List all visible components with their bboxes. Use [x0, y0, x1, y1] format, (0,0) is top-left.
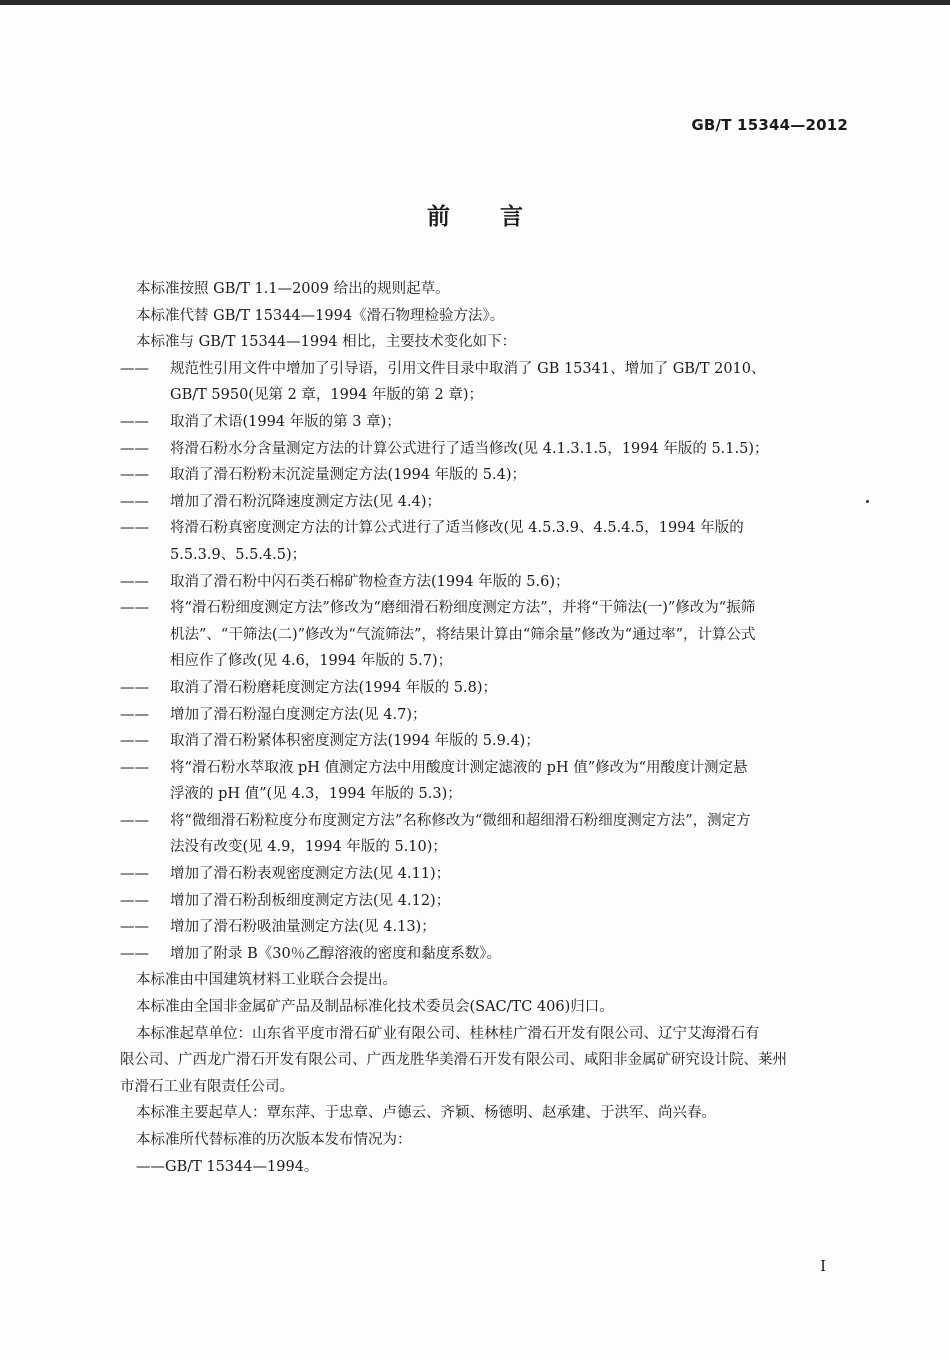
- change-list-item: [120, 515, 850, 568]
- change-list-item-text: [170, 808, 850, 861]
- change-list-item: [120, 888, 850, 915]
- item-line: 机法”、“干筛法(二)”修改为“气流筛法”，将结果计算由“筛余量”修改为“通过率”，计算公式: [170, 626, 756, 643]
- foreword-body: [120, 276, 850, 1180]
- list-dash: ——: [120, 413, 149, 430]
- change-list-item-text: [170, 489, 850, 516]
- paragraph-changes-intro: 本标准与 GB/T 15344—1994 相比，主要技术变化如下：: [136, 334, 517, 351]
- change-list-item-text: [170, 462, 850, 489]
- list-dash: ——: [120, 520, 149, 537]
- item-line: 将滑石粉水分含量测定方法的计算公式进行了适当修改(见 4.1.3.1.5，1994 年版的 5.1.5)；: [170, 440, 769, 457]
- change-list-item: [120, 489, 850, 516]
- change-list-item-text: [170, 861, 850, 888]
- change-list-item: [120, 702, 850, 729]
- drafting-units-line: 市滑石工业有限责任公司。: [120, 1078, 294, 1095]
- change-list-item: [120, 755, 850, 808]
- change-list-item-text: [170, 595, 850, 675]
- change-list-item-text: [170, 569, 850, 596]
- list-dash: ——: [120, 440, 149, 457]
- change-list-item: [120, 569, 850, 596]
- change-list-item: [120, 356, 850, 409]
- change-list-item-text: [170, 941, 850, 968]
- list-dash: ——: [120, 493, 149, 510]
- list-dash: ——: [120, 360, 149, 377]
- change-list-item-text: [170, 675, 850, 702]
- item-line: 增加了滑石粉湿白度测定方法(见 4.7)；: [170, 706, 427, 723]
- item-line: 增加了滑石粉刮板细度测定方法(见 4.12)；: [170, 892, 451, 909]
- scan-speck: [866, 500, 869, 503]
- drafting-units-line: 限公司、广西龙广滑石开发有限公司、广西龙胜华美滑石开发有限公司、咸阳非金属矿研究设计院、莱州: [120, 1052, 787, 1069]
- item-line: 浮液的 pH 值”(见 4.3，1994 年版的 5.3)；: [170, 786, 462, 803]
- change-list-item: [120, 808, 850, 861]
- change-list-item-text: [170, 914, 850, 941]
- change-list-item-text: [170, 702, 850, 729]
- item-line: 将“微细滑石粉粒度分布度测定方法”名称修改为“微细和超细滑石粉细度测定方法”，测定方: [170, 812, 751, 829]
- scan-top-edge: [0, 0, 950, 5]
- change-list-item-text: [170, 356, 850, 409]
- item-line: 5.5.3.9、5.5.4.5)；: [170, 546, 307, 563]
- item-line: 取消了术语(1994 年版的第 3 章)；: [170, 413, 401, 430]
- change-list-item: [120, 861, 850, 888]
- list-dash: ——: [120, 467, 149, 484]
- item-line: 增加了滑石粉吸油量测定方法(见 4.13)；: [170, 919, 436, 936]
- item-line: 增加了附录 B《30％乙醇溶液的密度和黏度系数》。: [170, 945, 501, 962]
- paragraph-history-intro: 本标准所代替标准的历次版本发布情况为：: [136, 1132, 412, 1148]
- paragraph-drafting-units: [104, 1021, 850, 1101]
- drafting-units-line: 本标准起草单位：山东省平度市滑石矿业有限公司、桂林桂广滑石开发有限公司、辽宁艾海滑石有: [136, 1025, 760, 1042]
- change-list-item-text: [170, 436, 850, 463]
- page-title: 前言: [427, 204, 573, 230]
- paragraph-proposer: 本标准由中国建筑材料工业联合会提出。: [136, 972, 397, 989]
- list-dash: ——: [120, 759, 149, 776]
- change-list-item: [120, 941, 850, 968]
- change-list-item-text: [170, 888, 850, 915]
- standard-code: GB/T 15344—2012: [691, 116, 848, 134]
- item-line: 将滑石粉真密度测定方法的计算公式进行了适当修改(见 4.5.3.9、4.5.4.5，1994 年版的: [170, 520, 744, 537]
- item-line: GB/T 5950(见第 2 章，1994 年版的第 2 章)；: [170, 387, 484, 404]
- change-list-item-text: [170, 409, 850, 436]
- change-list-item: [120, 914, 850, 941]
- item-line: 增加了滑石粉沉降速度测定方法(见 4.4)；: [170, 493, 441, 510]
- change-list-item-text: [170, 515, 850, 568]
- list-dash: ——: [120, 600, 149, 617]
- list-dash: ——: [120, 679, 149, 696]
- item-line: 法没有改变(见 4.9，1994 年版的 5.10)；: [170, 839, 447, 856]
- list-dash: ——: [120, 919, 149, 936]
- change-list-item: [120, 595, 850, 675]
- item-line: 取消了滑石粉粉末沉淀量测定方法(1994 年版的 5.4)；: [170, 467, 526, 484]
- list-dash: ——: [120, 812, 149, 829]
- paragraph-drafting-rules: 本标准按照 GB/T 1.1—2009 给出的规则起草。: [136, 281, 450, 297]
- list-dash: ——: [120, 866, 149, 883]
- item-line: 取消了滑石粉磨耗度测定方法(1994 年版的 5.8)；: [170, 679, 497, 696]
- change-list-item: [120, 436, 850, 463]
- paragraph-administrator: 本标准由全国非金属矿产品及制品标准化技术委员会(SAC/TC 406)归口。: [136, 999, 614, 1016]
- change-list-item-text: [170, 755, 850, 808]
- item-line: 增加了滑石粉表观密度测定方法(见 4.11)；: [170, 866, 451, 883]
- paragraph-replaces: 本标准代替 GB/T 15344—1994《滑石物理检验方法》。: [136, 307, 505, 324]
- list-dash: ——: [120, 892, 149, 909]
- item-line: 取消了滑石粉中闪石类石棉矿物检查方法(1994 年版的 5.6)；: [170, 573, 570, 590]
- list-dash: ——: [120, 733, 149, 750]
- change-list-item-text: [170, 728, 850, 755]
- item-line: 取消了滑石粉紧体积密度测定方法(1994 年版的 5.9.4)；: [170, 733, 540, 750]
- item-line: 将“滑石粉细度测定方法”修改为“磨细滑石粉细度测定方法”，并将“干筛法(一)”修改为“振筛: [170, 600, 756, 617]
- change-list: [120, 356, 850, 968]
- item-line: 将“滑石粉水萃取液 pH 值测定方法中用酸度计测定滤液的 pH 值”修改为“用酸度计测定悬: [170, 759, 748, 776]
- list-dash: ——: [120, 706, 149, 723]
- list-dash: ——: [120, 573, 149, 590]
- change-list-item: [120, 409, 850, 436]
- paragraph-drafters: 本标准主要起草人：覃东萍、于忠章、卢德云、齐颖、杨德明、赵承建、于洪军、尚兴春。: [136, 1105, 716, 1122]
- page-number: I: [820, 1257, 826, 1275]
- list-dash: ——: [120, 945, 149, 962]
- change-list-item: [120, 675, 850, 702]
- item-line: 相应作了修改(见 4.6，1994 年版的 5.7)；: [170, 653, 453, 670]
- change-list-item: [120, 462, 850, 489]
- history-item: ——GB/T 15344—1994。: [136, 1158, 319, 1175]
- change-list-item: [120, 728, 850, 755]
- item-line: 规范性引用文件中增加了引导语，引用文件目录中取消了 GB 15341、增加了 GB/T 2010、: [170, 360, 766, 377]
